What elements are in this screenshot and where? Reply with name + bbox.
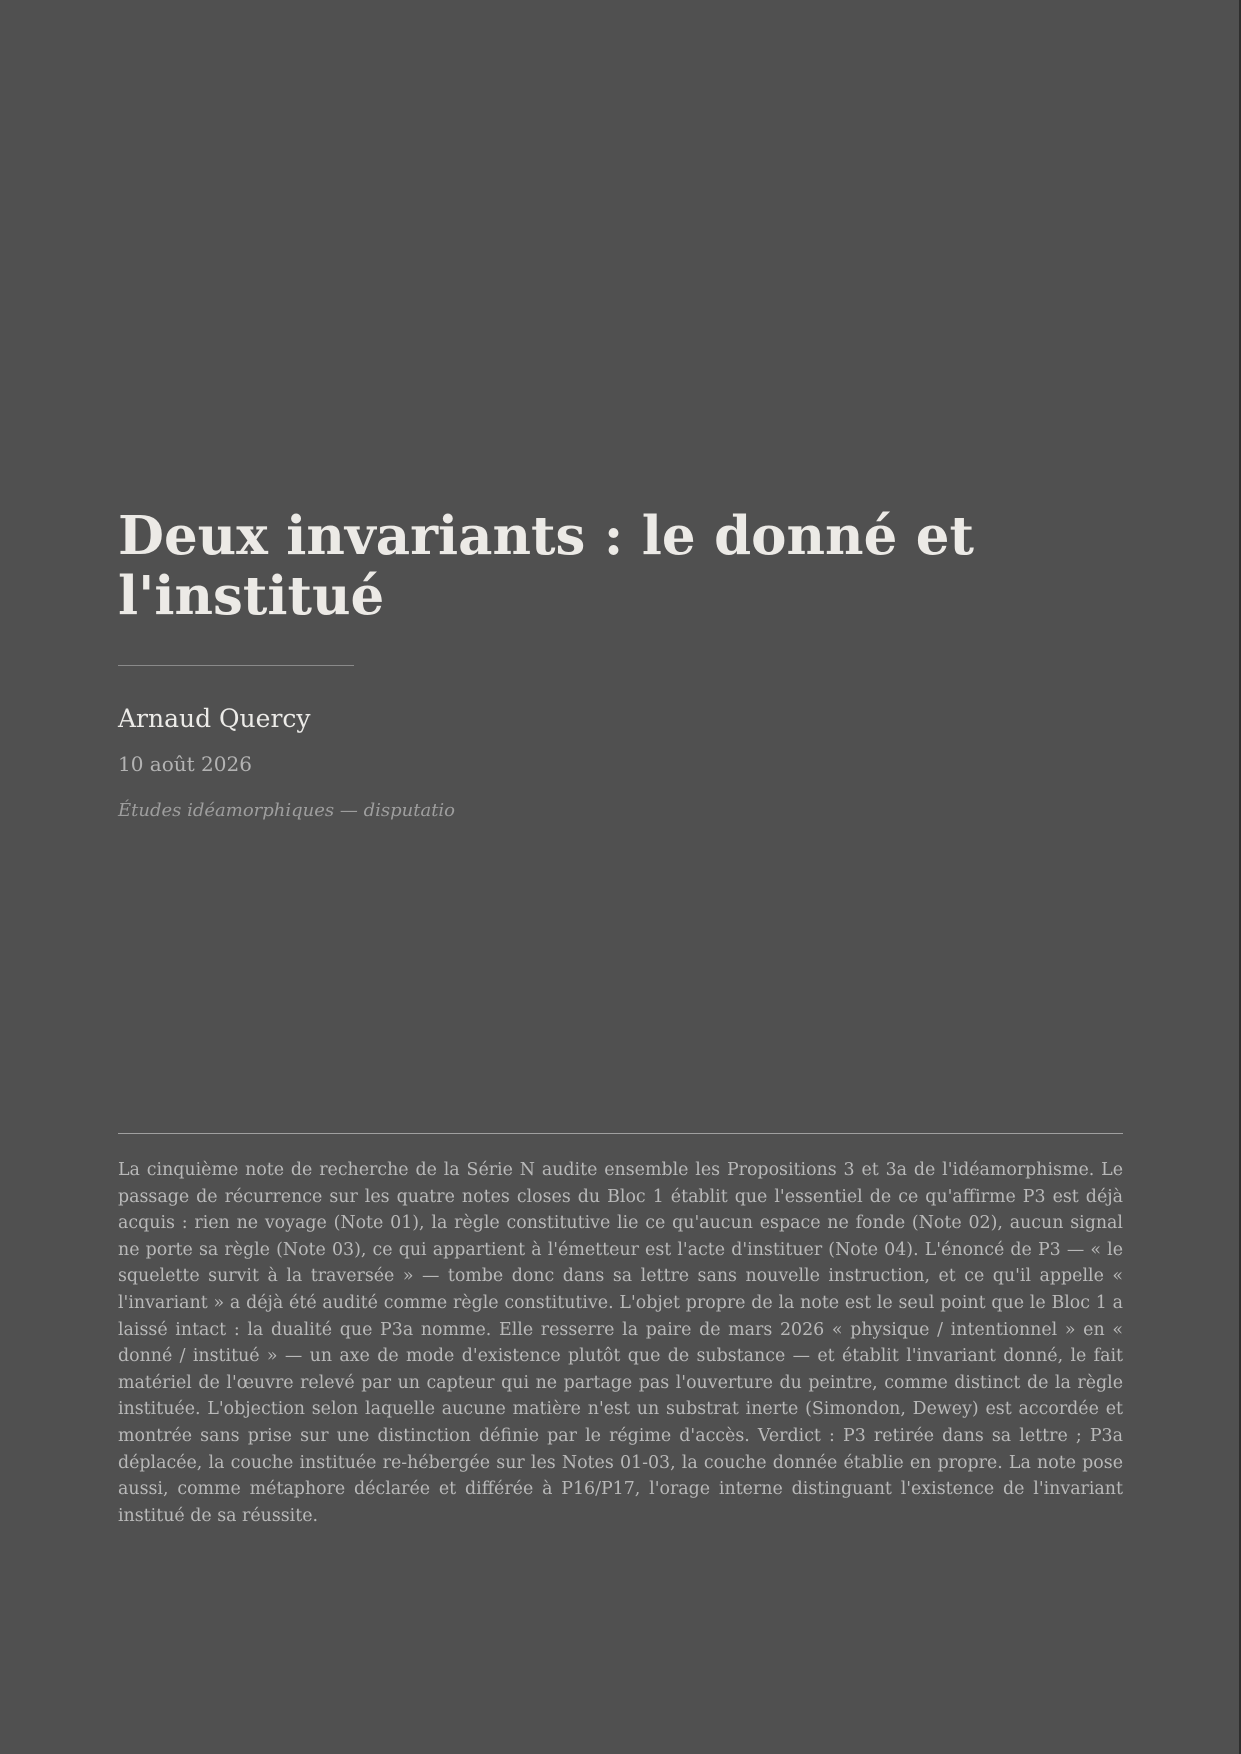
series-name: Études idéamorphiques — disputatio: [118, 800, 456, 821]
abstract-divider: [118, 1133, 1123, 1134]
abstract-text: La cinquième note de recherche de la Série N audite ensemble les Propositions 3 et 3a de l'idéamorphisme. Le passage de récurrence sur les quatre notes closes du Bloc 1 établit que l'essentiel de ce qu'affirme P3 est déjà acquis : rien ne voyage (Note 01), la règle constitutive lie ce qu'aucun espace ne fonde (Note 02), aucun signal ne porte sa règle (Note 03), ce qui appartient à l'émetteur est l'acte d'instituer (Note 04). L'énoncé de P3 — « le squelette survit à la traversée » — tombe donc dans sa lettre sans nouvelle instruction, et ce qu'il appelle « l'invariant » a déjà été audité comme règle constitutive. L'objet propre de la note est le seul point que le Bloc 1 a laissé intact : la dualité que P3a nomme. Elle resserre la paire de mars 2026 « physique / intentionnel » en « donné / institué » — un axe de mode d'existence plutôt que de substance — et établit l'invariant donné, le fait matériel de l'œuvre relevé par un capteur qui ne partage pas l'ouverture du peintre, comme distinct de la règle instituée. L'objection selon laquelle aucune matière n'est un substrat inerte (Simondon, Dewey) est accordée et montrée sans prise sur une distinction définie par le régime d'accès. Verdict : P3 retirée dans sa lettre ; P3a déplacée, la couche instituée re-hébergée sur les Notes 01-03, la couche donnée établie en propre. La note pose aussi, comme métaphore déclarée et différée à P16/P17, l'orage interne distinguant l'existence de l'invariant institué de sa réussite.: [118, 1160, 1123, 1526]
publication-date: 10 août 2026: [118, 752, 252, 776]
title-divider: [118, 665, 354, 666]
document-title: Deux invariants : le donné et l'institué: [118, 505, 974, 627]
author-name: Arnaud Quercy: [118, 704, 311, 733]
